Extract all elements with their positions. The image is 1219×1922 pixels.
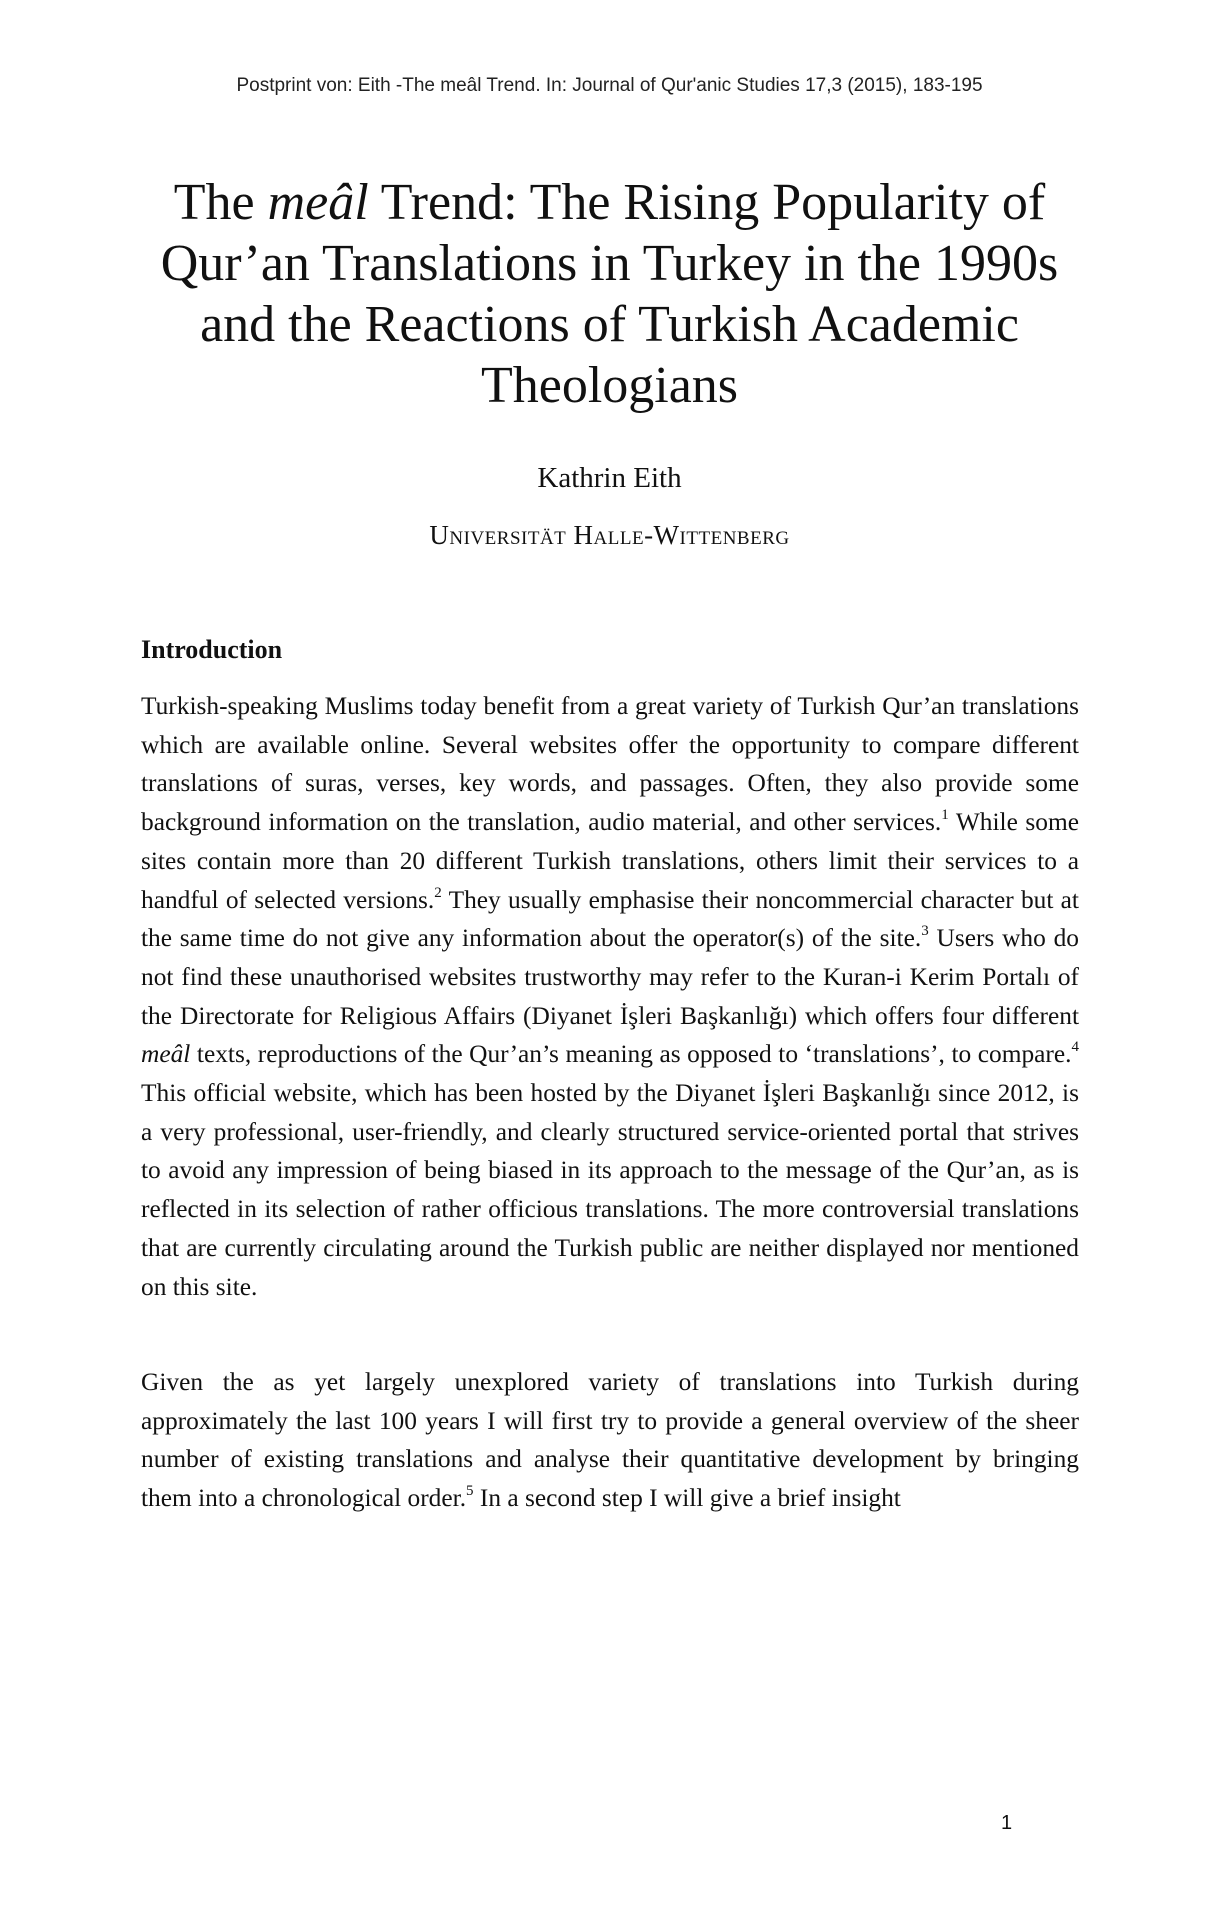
citation-header: Postprint von: Eith -The meâl Trend. In: Journal of Qur'anic Studies 17,3 (2015), 183-195 — [236, 75, 983, 96]
paragraph-2 — [141, 1363, 1079, 1518]
p2-text-1: Given the as yet largely unexplored variety of translations into Turkish during approximately the last 100 years I will first try to provide a general overview of the sheer number of existing translations and analyse their quantitative development by bringing them into a chronological order. — [141, 1368, 1079, 1513]
footnote-ref-4: 4 — [1071, 1039, 1079, 1056]
page-number: 1 — [1001, 1812, 1013, 1834]
section-heading: Introduction — [141, 635, 283, 664]
paragraph-1 — [141, 687, 1079, 1306]
p1-text-2: While some sites contain more than 20 different Turkish translations, others limit their services to a handful of selected versions. — [141, 808, 1079, 914]
p1-text-1: Turkish-speaking Muslims today benefit from a great variety of Turkish Qur’an translations which are available online. Several websites offer the opportunity to compare different translations of suras, verses, key words, and passages. Often, they also provide some background information on the translation, audio material, and other services. — [141, 692, 1079, 837]
p1-text-5: texts, reproductions of the Qur’an’s meaning as opposed to ‘translations’, to compare. — [190, 1040, 1072, 1069]
title-italic-term: meâl — [267, 174, 369, 231]
title-part-2: Trend: The Rising Popularity of Qur’an Translations in Turkey in the 1990s and the Reactions of Turkish Academic Theologians — [160, 174, 1059, 414]
p1-italic-term: meâl — [141, 1040, 191, 1069]
article-title — [120, 172, 1099, 416]
footnote-ref-2: 2 — [434, 884, 442, 901]
author-name: Kathrin Eith — [537, 462, 682, 494]
p1-text-3: They usually emphasise their noncommercial character but at the same time do not give any information about the operator(s) of the site. — [141, 885, 1079, 953]
footnote-ref-1: 1 — [941, 807, 949, 824]
p2-text-2: In a second step I will give a brief insight — [473, 1484, 901, 1513]
p1-text-4: Users who do not find these unauthorised websites trustworthy may refer to the Kuran-i Kerim Portalı of the Directorate for Religious Affairs (Diyanet İşleri Başkanlığı) which offers four different — [141, 924, 1079, 1030]
footnote-ref-5: 5 — [466, 1483, 474, 1500]
title-part-1: The — [173, 174, 268, 231]
author-affiliation: Universität Halle-Wittenberg — [429, 520, 790, 550]
footnote-ref-3: 3 — [921, 923, 929, 940]
p1-text-6: This official website, which has been hosted by the Diyanet İşleri Başkanlığı since 2012, is a very professional, user-friendly, and clearly structured service-oriented portal that strives to avoid any impression of being biased in its approach to the message of the Qur’an, as is reflected in its selection of rather officious translations. The more controversial translations that are currently circulating around the Turkish public are neither displayed nor mentioned on this site. — [141, 1079, 1079, 1301]
